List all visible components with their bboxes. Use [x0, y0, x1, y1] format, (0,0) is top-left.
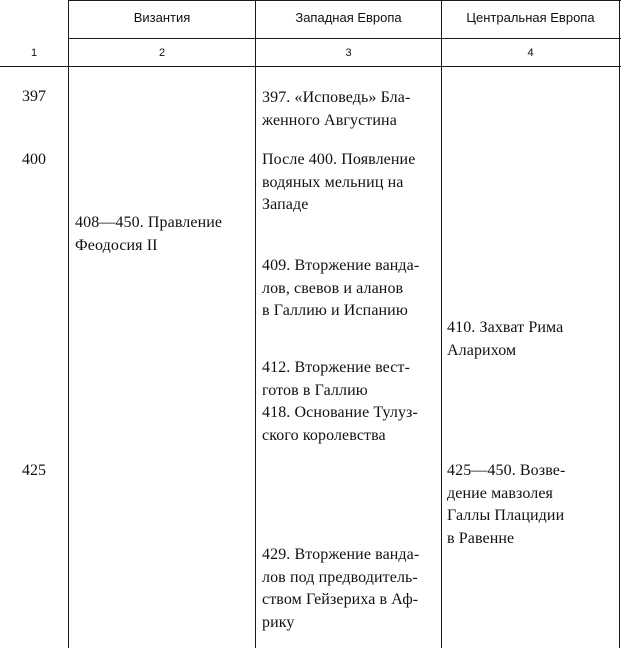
event-water-mills: [262, 149, 415, 217]
event-vandal-invasion-409: [262, 255, 419, 323]
column-number-1: 1: [30, 47, 38, 59]
event-line: Феодосия II: [75, 236, 158, 254]
event-line: Западе: [262, 196, 309, 213]
event-vandal-invasion-africa: [262, 544, 419, 634]
header-central-europe: Центральная Европа: [466, 10, 595, 25]
column-divider-4: [619, 0, 620, 648]
event-theodosius-reign: [75, 212, 222, 257]
event-line: 410. Захват Рима: [447, 319, 564, 336]
header-byzantium: Византия: [133, 10, 191, 25]
event-line: женного Августина: [262, 111, 397, 129]
event-line: ского королевства: [262, 426, 386, 444]
event-line: в Галлию и Испанию: [262, 302, 408, 319]
event-sack-of-rome: [447, 317, 563, 362]
column-number-divider: [0, 66, 621, 67]
column-divider-3: [441, 0, 442, 648]
column-number-3: 3: [345, 47, 352, 59]
column-number-4: 4: [527, 47, 534, 59]
event-line: 397. «Исповедь» Бла-: [262, 89, 411, 106]
event-line: Галлы Плацидии: [447, 507, 565, 524]
event-line: лов под предводитель-: [262, 568, 418, 586]
event-line: 429. Вторжение ванда-: [262, 546, 420, 563]
event-visigoths: [262, 357, 418, 447]
event-line: Аларихом: [447, 341, 517, 359]
event-line: лов, свевов и аланов: [262, 279, 404, 297]
event-line: дение мавзолея: [447, 484, 554, 502]
year-397: 397: [22, 88, 46, 105]
event-line: 418. Основание Тулуз-: [262, 404, 418, 421]
event-line: в Равенне: [447, 529, 515, 547]
event-confessions: [262, 87, 410, 132]
event-line: После 400. Появление: [262, 151, 416, 168]
header-divider: [68, 38, 621, 39]
event-line: 408—450. Правление: [75, 214, 223, 231]
event-line: 409. Вторжение ванда-: [262, 257, 420, 274]
column-divider-2: [255, 0, 256, 648]
event-line: готов в Галлию: [262, 381, 368, 399]
column-number-2: 2: [158, 47, 166, 59]
event-line: 412. Вторжение вест-: [262, 359, 411, 376]
event-line: ством Гейзериха в Аф-: [262, 591, 419, 608]
year-425: 425: [22, 462, 46, 479]
table-top-border: [68, 0, 621, 1]
column-divider-1: [68, 0, 69, 648]
event-line: 425—450. Возве-: [447, 462, 566, 479]
event-line: водяных мельниц на: [262, 173, 404, 191]
header-western-europe: Западная Европа: [295, 10, 402, 25]
event-line: рику: [262, 613, 295, 631]
event-galla-placidia-mausoleum: [447, 460, 565, 550]
year-400: 400: [22, 151, 46, 168]
